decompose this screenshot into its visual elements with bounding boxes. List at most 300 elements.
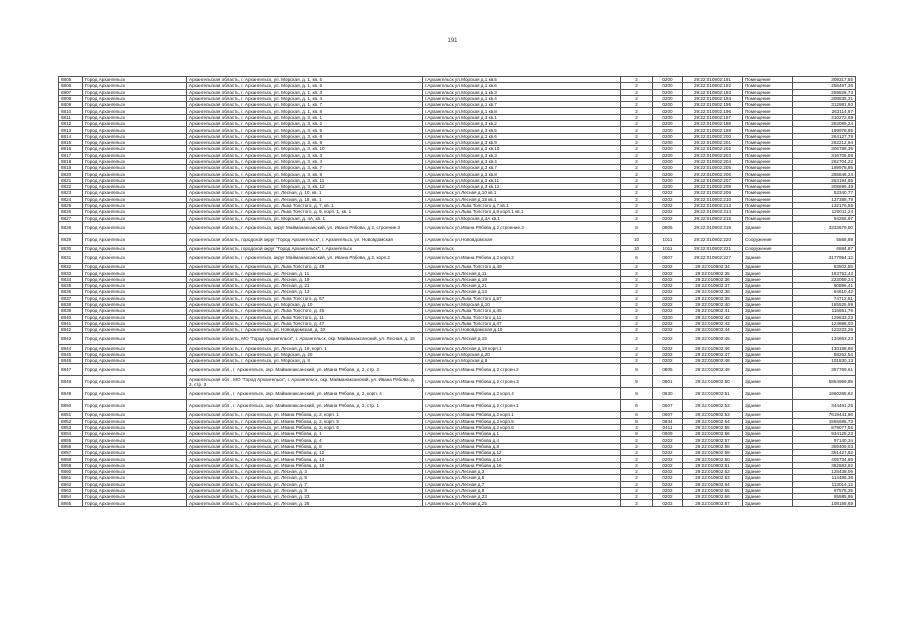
full-address-cell: Архангельская область, г. Архангельск, ул. Морская, д. 3, кв. 7 — [187, 165, 423, 171]
cadastral-value-cell: 137385,79 — [793, 196, 856, 202]
row-number-cell: 8847 — [59, 364, 83, 376]
group-code-cell: 6 — [621, 400, 653, 412]
row-number-cell: 8837 — [59, 295, 83, 301]
object-type-cell: Здание — [743, 500, 793, 506]
group-code-cell: 2 — [621, 95, 653, 101]
cadastral-number-cell: 29:22:010902:48 — [683, 357, 743, 363]
group-code-cell: 2 — [621, 190, 653, 196]
row-number-cell: 8819 — [59, 165, 83, 171]
full-address-cell: Архангельская область, г. Архангельск, ул. Льва Толстого, д. 47 — [187, 320, 423, 326]
full-address-cell: Архангельская область, г. Архангельск, ул. Морская, д. 3, кв. 3 — [187, 152, 423, 158]
subgroup-code-cell: 0202 — [653, 462, 683, 468]
row-number-cell: 8807 — [59, 89, 83, 95]
group-code-cell: 8 — [621, 388, 653, 400]
full-address-cell: Архангельская область, г. Архангельск, ул. Морская, д. 1, кв. 5 — [187, 77, 423, 83]
subgroup-code-cell: 0200 — [653, 102, 683, 108]
subgroup-code-cell: 0202 — [653, 450, 683, 456]
group-code-cell: 8 — [621, 431, 653, 437]
object-type-cell: Здание — [743, 400, 793, 412]
object-type-cell: Здание — [743, 276, 793, 282]
full-address-cell: Архангельская область, г. Архангельск, ул. Морская, д. 10 — [187, 301, 423, 307]
short-address-cell: г.Архангельск — [423, 245, 621, 251]
cadastral-value-cell: 83502,55 — [793, 264, 856, 270]
row-number-cell: 8859 — [59, 462, 83, 468]
full-address-cell: Архангельская область, г. Архангельск, ул. Льва Толстого, д. 57 — [187, 295, 423, 301]
full-address-cell: Архангельская область, г. Архангельск, ул. Морская, д. 1, кв. 4 — [187, 95, 423, 101]
cadastral-value-cell: 223059,24 — [793, 276, 856, 282]
short-address-cell: г.Архангельск ул.Морская д.3 кв.8 — [423, 171, 621, 177]
row-number-cell: 8812 — [59, 121, 83, 127]
group-code-cell: 2 — [621, 456, 653, 462]
group-code-cell: 2 — [621, 83, 653, 89]
cadastral-number-cell: 29:22:010902:59 — [683, 450, 743, 456]
short-address-cell: г.Архангельск ул.Ивана Рябова д.2 строен.2 — [423, 364, 621, 376]
short-address-cell: г.Архангельск ул.Льва Толстого д.47 — [423, 320, 621, 326]
cadastral-value-cell: 108158,69 — [793, 500, 856, 506]
row-number-cell: 8813 — [59, 127, 83, 133]
object-type-cell: Здание — [743, 487, 793, 493]
municipality-cell: Город Архангельск — [83, 165, 187, 171]
cadastral-value-cell: 357769,61 — [793, 364, 856, 376]
object-type-cell: Помещение — [743, 108, 793, 114]
municipality-cell: Город Архангельск — [83, 295, 187, 301]
cadastral-value-cell: 130188,98 — [793, 345, 856, 351]
group-code-cell: 2 — [621, 468, 653, 474]
full-address-cell: Архангельская область, г. Архангельск, ул. Морская, д. 1, кв. 6 — [187, 83, 423, 89]
row-number-cell: 8814 — [59, 133, 83, 139]
row-number-cell: 8809 — [59, 102, 83, 108]
cadastral-number-cell: 29:22:010902:52 — [683, 400, 743, 412]
short-address-cell: г.Архангельск ул.Морская д.3 кв.11 — [423, 177, 621, 183]
object-type-cell: Здание — [743, 481, 793, 487]
object-type-cell: Здание — [743, 437, 793, 443]
full-address-cell: Архангельская область, г. Архангельск, ул. Ивана Рябова, д. 2, корп. 5 — [187, 418, 423, 424]
subgroup-code-cell: 0202 — [653, 301, 683, 307]
subgroup-code-cell: 0202 — [653, 351, 683, 357]
group-code-cell: 10 — [621, 233, 653, 245]
row-number-cell: 8824 — [59, 196, 83, 202]
group-code-cell: 2 — [621, 450, 653, 456]
cadastral-number-cell: 29:22:010902:40 — [683, 301, 743, 307]
short-address-cell: г.Архангельск ул.Морская д.1 кв.4 — [423, 95, 621, 101]
short-address-cell: г.Архангельск ул.Льва Толстого д.45 — [423, 308, 621, 314]
cadastral-number-cell: 29:22:010902:49 — [683, 364, 743, 376]
subgroup-code-cell: 0200 — [653, 158, 683, 164]
municipality-cell: Город Архангельск — [83, 252, 187, 264]
object-type-cell: Помещение — [743, 127, 793, 133]
short-address-cell: г.Архангельск ул.Лесная д.10 кв.1 — [423, 190, 621, 196]
group-code-cell: 2 — [621, 462, 653, 468]
table-row — [59, 252, 856, 264]
group-code-cell: 2 — [621, 139, 653, 145]
cadastral-number-cell: 29:22:010902:196 — [683, 108, 743, 114]
short-address-cell: г.Архангельск ул.Морская д.3 кв.4 — [423, 158, 621, 164]
group-code-cell: 6 — [621, 252, 653, 264]
group-code-cell: 2 — [621, 270, 653, 276]
full-address-cell: Архангельская область, г. Архангельск, ул. Лесная, д. 3 — [187, 468, 423, 474]
cadastral-number-cell: 29:22:010902:63 — [683, 475, 743, 481]
short-address-cell: г.Архангельск ул.Лесная д.13 — [423, 289, 621, 295]
municipality-cell: Город Архангельск — [83, 418, 187, 424]
object-type-cell: Помещение — [743, 177, 793, 183]
full-address-cell: Архангельская область, г. Архангельск, ул. Морская, д. 3, кв. 6 — [187, 133, 423, 139]
cadastral-number-cell: 29:22:010902:220 — [683, 233, 743, 245]
cadastral-value-cell: 129633,23 — [793, 314, 856, 320]
subgroup-code-cell: 0202 — [653, 276, 683, 282]
cadastral-value-cell: 185525,59 — [793, 301, 856, 307]
cadastral-number-cell: 29:22:010902:55 — [683, 424, 743, 430]
municipality-cell: Город Архангельск — [83, 264, 187, 270]
subgroup-code-cell: 0202 — [653, 295, 683, 301]
group-code-cell: 2 — [621, 301, 653, 307]
object-type-cell: Здание — [743, 443, 793, 449]
group-code-cell: 2 — [621, 276, 653, 282]
row-number-cell: 8825 — [59, 202, 83, 208]
full-address-cell: Архангельская область, г. Архангельск, ул. Лесная, д. 21 — [187, 283, 423, 289]
subgroup-code-cell: 0202 — [653, 308, 683, 314]
object-type-cell: Здание — [743, 450, 793, 456]
cadastral-number-cell: 29:22:010902:219 — [683, 221, 743, 233]
cadastral-number-cell: 29:22:010902:39 — [683, 295, 743, 301]
municipality-cell: Город Архангельск — [83, 102, 187, 108]
row-number-cell: 8861 — [59, 475, 83, 481]
subgroup-code-cell: 0202 — [653, 500, 683, 506]
object-type-cell: Помещение — [743, 202, 793, 208]
municipality-cell: Город Архангельск — [83, 431, 187, 437]
row-number-cell: 8816 — [59, 146, 83, 152]
full-address-cell: Архангельская область, г. Архангельск, ул. Льва Толстого, д. 11 — [187, 314, 423, 320]
cadastral-number-cell: 29:22:010902:58 — [683, 443, 743, 449]
object-type-cell: Здание — [743, 494, 793, 500]
object-type-cell: Здание — [743, 418, 793, 424]
cadastral-value-cell: 101830,13 — [793, 357, 856, 363]
short-address-cell: г.Архангельск ул.Лесная д.19 корп.1 — [423, 345, 621, 351]
short-address-cell: г.Архангельск ул.Лесная д.7 — [423, 481, 621, 487]
cadastral-number-cell: 29:22:010902:194 — [683, 95, 743, 101]
object-type-cell: Здание — [743, 289, 793, 295]
group-code-cell: 2 — [621, 314, 653, 320]
full-address-cell: Архангельская область, г. Архангельск, ул. Лесная, д. 23 — [187, 494, 423, 500]
cadastral-value-cell: 124888,03 — [793, 320, 856, 326]
row-number-cell: 8815 — [59, 139, 83, 145]
cadastral-number-cell: 29:22:010902:45 — [683, 333, 743, 345]
object-type-cell: Помещение — [743, 209, 793, 215]
group-code-cell: 2 — [621, 146, 653, 152]
short-address-cell: г.Архангельск ул.Ивана Рябова д.4 — [423, 437, 621, 443]
object-type-cell: Здание — [743, 475, 793, 481]
cadastral-value-cell: 263194,85 — [793, 177, 856, 183]
subgroup-code-cell: 0202 — [653, 357, 683, 363]
subgroup-code-cell: 0200 — [653, 177, 683, 183]
municipality-cell: Город Архангельск — [83, 388, 187, 400]
municipality-cell: Город Архангельск — [83, 77, 187, 83]
subgroup-code-cell: 0200 — [653, 165, 683, 171]
group-code-cell: 8 — [621, 364, 653, 376]
short-address-cell: г.Архангельск ул.Лесная д.18 кв.1 — [423, 196, 621, 202]
cadastral-number-cell: 29:22:010902:192 — [683, 83, 743, 89]
municipality-cell: Город Архангельск — [83, 412, 187, 418]
object-type-cell: Помещение — [743, 83, 793, 89]
municipality-cell: Город Архангельск — [83, 320, 187, 326]
row-number-cell: 8857 — [59, 450, 83, 456]
municipality-cell: Город Архангельск — [83, 108, 187, 114]
object-type-cell: Здание — [743, 357, 793, 363]
short-address-cell: г.Архангельск ул.Ивана Рябова д.1 — [423, 431, 621, 437]
cadastral-value-cell: 262704,22 — [793, 158, 856, 164]
subgroup-code-cell: 0200 — [653, 77, 683, 83]
object-type-cell: Помещение — [743, 184, 793, 190]
row-number-cell: 8810 — [59, 108, 83, 114]
full-address-cell: Архангельская область, г. Архангельск, ул. Морская, д. 3, кв. 12 — [187, 184, 423, 190]
row-number-cell: 8865 — [59, 500, 83, 506]
cadastral-number-cell: 29:22:010902:41 — [683, 308, 743, 314]
subgroup-code-cell: 0607 — [653, 252, 683, 264]
short-address-cell: г.Архангельск ул.Морская д.1 кв.8 — [423, 108, 621, 114]
short-address-cell: г.Архангельск ул.Лесная д.19 — [423, 276, 621, 282]
municipality-cell: Город Архангельск — [83, 364, 187, 376]
municipality-cell: Город Архангельск — [83, 190, 187, 196]
full-address-cell: Архангельская область, г. Архангельск, ул. Ивана Рябова, д. 4 — [187, 437, 423, 443]
row-number-cell: 8848 — [59, 376, 83, 388]
municipality-cell: Город Архангельск — [83, 475, 187, 481]
subgroup-code-cell: 0202 — [653, 494, 683, 500]
object-type-cell: Помещение — [743, 190, 793, 196]
subgroup-code-cell: 0200 — [653, 184, 683, 190]
subgroup-code-cell: 0202 — [653, 209, 683, 215]
full-address-cell: Архангельская область, г. Архангельск, ул. Льва Толстого, д. 49 — [187, 264, 423, 270]
subgroup-code-cell: 0200 — [653, 171, 683, 177]
row-number-cell: 8805 — [59, 77, 83, 83]
full-address-cell: Архангельская область, г. Архангельск, ул. Морская, д. 1, кв. 3 — [187, 89, 423, 95]
subgroup-code-cell: 0202 — [653, 468, 683, 474]
group-code-cell: 2 — [621, 487, 653, 493]
cadastral-value-cell: 134663,23 — [793, 333, 856, 345]
full-address-cell: Архангельская область, г. Архангельск, ул. Лесная, д. 19 — [187, 276, 423, 282]
group-code-cell: 2 — [621, 102, 653, 108]
subgroup-code-cell: 0202 — [653, 487, 683, 493]
short-address-cell: г.Архангельск ул.Морская д.3 кв.7 — [423, 165, 621, 171]
short-address-cell: г.Архангельск ул.Льва Толстого д.7 кв.1 — [423, 202, 621, 208]
subgroup-code-cell: 0834 — [653, 418, 683, 424]
group-code-cell: 2 — [621, 308, 653, 314]
municipality-cell: Город Архангельск — [83, 357, 187, 363]
short-address-cell: г.Архангельск ул.Лесная д.23 — [423, 494, 621, 500]
subgroup-code-cell: 0200 — [653, 108, 683, 114]
row-number-cell: 8831 — [59, 252, 83, 264]
municipality-cell: Город Архангельск — [83, 270, 187, 276]
row-number-cell: 8856 — [59, 443, 83, 449]
cadastral-number-cell: 29:22:010902:203 — [683, 152, 743, 158]
municipality-cell: Город Архангельск — [83, 221, 187, 233]
subgroup-code-cell: 0202 — [653, 270, 683, 276]
cadastral-number-cell: 29:22:010902:56 — [683, 431, 743, 437]
municipality-cell: Город Архангельск — [83, 314, 187, 320]
group-code-cell: 2 — [621, 184, 653, 190]
short-address-cell: г.Архангельск ул.Морская д.3 кв.10 — [423, 146, 621, 152]
cadastral-value-cell: 114486,36 — [793, 475, 856, 481]
table-row — [59, 388, 856, 400]
full-address-cell: Архангельская область, г. Архангельск, ул. Лесная, д. 9 — [187, 487, 423, 493]
subgroup-code-cell: 0805 — [653, 221, 683, 233]
cadastral-number-cell: 29:22:010902:204 — [683, 158, 743, 164]
short-address-cell: г.Архангельск ул.Нововдомская д.10 — [423, 327, 621, 333]
cadastral-value-cell: 116651,76 — [793, 308, 856, 314]
full-address-cell: Архангельская область, МО "Город Архангельск", г. Архангельск, окр. Майманаксанский, ул. Лесная, д. 15 — [187, 333, 423, 345]
cadastral-number-cell: 29:22:010902:215 — [683, 215, 743, 221]
group-code-cell: 2 — [621, 165, 653, 171]
group-code-cell: 2 — [621, 177, 653, 183]
cadastral-value-cell: 199978,85 — [793, 127, 856, 133]
full-address-cell: Архангельская область, г. Архангельск, ул. Лесная, д. 10, кв. 1 — [187, 190, 423, 196]
subgroup-code-cell: 0200 — [653, 114, 683, 120]
municipality-cell: Город Архангельск — [83, 487, 187, 493]
cadastral-value-cell: 97578,35 — [793, 487, 856, 493]
subgroup-code-cell: 0202 — [653, 456, 683, 462]
cadastral-number-cell: 29:22:010902:61 — [683, 462, 743, 468]
cadastral-value-cell: 263114,67 — [793, 108, 856, 114]
object-type-cell: Помещение — [743, 196, 793, 202]
short-address-cell: г.Архангельск ул.Ивана Рябова д.2 корп.1 — [423, 412, 621, 418]
group-code-cell: 2 — [621, 327, 653, 333]
group-code-cell: 2 — [621, 121, 653, 127]
object-type-cell: Здание — [743, 314, 793, 320]
object-type-cell: Здание — [743, 376, 793, 388]
municipality-cell: Город Архангельск — [83, 500, 187, 506]
municipality-cell: Город Архангельск — [83, 276, 187, 282]
cadastral-number-cell: 29:22:010902:36 — [683, 276, 743, 282]
group-code-cell: 4 — [621, 424, 653, 430]
group-code-cell: 2 — [621, 357, 653, 363]
row-number-cell: 8835 — [59, 283, 83, 289]
cadastral-number-cell: 29:22:010902:34 — [683, 264, 743, 270]
row-number-cell: 8829 — [59, 233, 83, 245]
municipality-cell: Город Архангельск — [83, 196, 187, 202]
group-code-cell: 6 — [621, 412, 653, 418]
group-code-cell: 2 — [621, 295, 653, 301]
object-type-cell: Помещение — [743, 171, 793, 177]
full-address-cell: Архангельская обл., г. Архангельск, окр. Майманаксанский, ул. Ивана Рябова, д. 2, стр. 1 — [187, 400, 423, 412]
group-code-cell: 2 — [621, 152, 653, 158]
full-address-cell: Архангельская область, г. Архангельск, ул. Лесная, д. 18, кв. 1 — [187, 196, 423, 202]
full-address-cell: Архангельская обл., г. Архангельск, окр. Майманаксанский, ул. Ивана Рябова, д. 2, стр. 2 — [187, 364, 423, 376]
subgroup-code-cell: 0202 — [653, 202, 683, 208]
municipality-cell: Город Архангельск — [83, 133, 187, 139]
cadastral-value-cell: 308696,49 — [793, 184, 856, 190]
municipality-cell: Город Архангельск — [83, 215, 187, 221]
group-code-cell: 2 — [621, 443, 653, 449]
subgroup-code-cell: 0200 — [653, 121, 683, 127]
cadastral-number-cell: 29:22:010902:227 — [683, 252, 743, 264]
municipality-cell: Город Архангельск — [83, 95, 187, 101]
row-number-cell: 8854 — [59, 431, 83, 437]
row-number-cell: 8858 — [59, 456, 83, 462]
cadastral-value-cell: 308835,31 — [793, 95, 856, 101]
subgroup-code-cell: 0202 — [653, 345, 683, 351]
row-number-cell: 8860 — [59, 468, 83, 474]
cadastral-value-cell: 879077,55 — [793, 424, 856, 430]
cadastral-number-cell: 29:22:010902:197 — [683, 114, 743, 120]
cadastral-number-cell: 29:22:010902:46 — [683, 345, 743, 351]
cadastral-value-cell: 5854969,85 — [793, 376, 856, 388]
object-type-cell: Здание — [743, 412, 793, 418]
table-body — [59, 77, 856, 507]
group-code-cell: 2 — [621, 114, 653, 120]
municipality-cell: Город Архангельск — [83, 481, 187, 487]
group-code-cell: 2 — [621, 351, 653, 357]
cadastral-value-cell: 123223,26 — [793, 327, 856, 333]
full-address-cell: Архангельская область, г. Архангельск, ул. Ивана Рябова, д. 14 — [187, 456, 423, 462]
cadastral-number-cell: 29:22:010902:202 — [683, 146, 743, 152]
row-number-cell: 8834 — [59, 276, 83, 282]
subgroup-code-cell: 0607 — [653, 400, 683, 412]
short-address-cell: г.Архангельск ул.Морская д.3 кв.12 — [423, 184, 621, 190]
row-number-cell: 8828 — [59, 221, 83, 233]
short-address-cell: г.Архангельск ул.Льва Толстого д.11 — [423, 314, 621, 320]
object-type-cell: Здание — [743, 364, 793, 376]
municipality-cell: Город Архангельск — [83, 83, 187, 89]
cadastral-number-cell: 29:22:010902:198 — [683, 121, 743, 127]
full-address-cell: Архангельская область, г. Архангельск, ул. Лесная, д. 7 — [187, 481, 423, 487]
short-address-cell: г.Архангельск ул.Морская д.3 кв.9 — [423, 139, 621, 145]
subgroup-code-cell: 0202 — [653, 264, 683, 270]
short-address-cell: г.Архангельск ул.Морская д.3 кв.5 — [423, 127, 621, 133]
cadastral-number-cell: 29:22:010902:50 — [683, 376, 743, 388]
full-address-cell: Архангельская область, г. Архангельск, ул. Льва Толстого, д. 45 — [187, 308, 423, 314]
municipality-cell: Город Архангельск — [83, 152, 187, 158]
short-address-cell: г.Архангельск ул.Ивана Рябова д.2 корп.2 — [423, 252, 621, 264]
municipality-cell: Город Архангельск — [83, 456, 187, 462]
short-address-cell: г.Архангельск ул.Морская д.3 кв.6 — [423, 133, 621, 139]
table-row — [59, 333, 856, 345]
object-type-cell: Сооружение — [743, 245, 793, 251]
cadastral-number-cell: 29:22:010902:199 — [683, 127, 743, 133]
municipality-cell: Город Архангельск — [83, 202, 187, 208]
municipality-cell: Город Архангельск — [83, 468, 187, 474]
short-address-cell: г.Архангельск ул.Ивана Рябова д.16 — [423, 462, 621, 468]
cadastral-number-cell: 29:22:010902:193 — [683, 89, 743, 95]
short-address-cell: г.Архангельск ул.Лесная д.25 — [423, 500, 621, 506]
municipality-cell: Город Архангельск — [83, 450, 187, 456]
table-row — [59, 400, 856, 412]
group-code-cell: 8 — [621, 418, 653, 424]
row-number-cell: 8808 — [59, 95, 83, 101]
group-code-cell: 2 — [621, 89, 653, 95]
object-type-cell: Помещение — [743, 215, 793, 221]
cadastral-value-cell: 316705,88 — [793, 152, 856, 158]
group-code-cell: 2 — [621, 500, 653, 506]
object-type-cell: Помещение — [743, 77, 793, 83]
object-type-cell: Здание — [743, 301, 793, 307]
cadastral-number-cell: 29:22:010902:35 — [683, 270, 743, 276]
cadastral-value-cell: 113014,12 — [793, 481, 856, 487]
cadastral-value-cell: 405734,85 — [793, 456, 856, 462]
short-address-cell: г.Архангельск ул.Морская д.1 кв.5 — [423, 77, 621, 83]
row-number-cell: 8846 — [59, 357, 83, 363]
cadastral-value-cell: 344491,25 — [793, 400, 856, 412]
cadastral-value-cell: 120011,24 — [793, 209, 856, 215]
short-address-cell: г.Архангельск ул.Ивана Рябова д.14 — [423, 456, 621, 462]
cadastral-value-cell: 391427,92 — [793, 450, 856, 456]
row-number-cell: 8839 — [59, 308, 83, 314]
cadastral-number-cell: 29:22:010902:209 — [683, 190, 743, 196]
short-address-cell: г.Архангельск ул.Ивана Рябова д.2 строен.1 — [423, 400, 621, 412]
row-number-cell: 8806 — [59, 83, 83, 89]
full-address-cell: Архангельская область, г. Архангельск, ул. Лесная, д. 19, корп. 1 — [187, 345, 423, 351]
short-address-cell: г.Архангельск ул.Ивана Рябова д.2 корп.5 — [423, 418, 621, 424]
group-code-cell: 2 — [621, 481, 653, 487]
cadastral-number-cell: 29:22:010902:201 — [683, 139, 743, 145]
cadastral-number-cell: 29:22:010902:37 — [683, 283, 743, 289]
